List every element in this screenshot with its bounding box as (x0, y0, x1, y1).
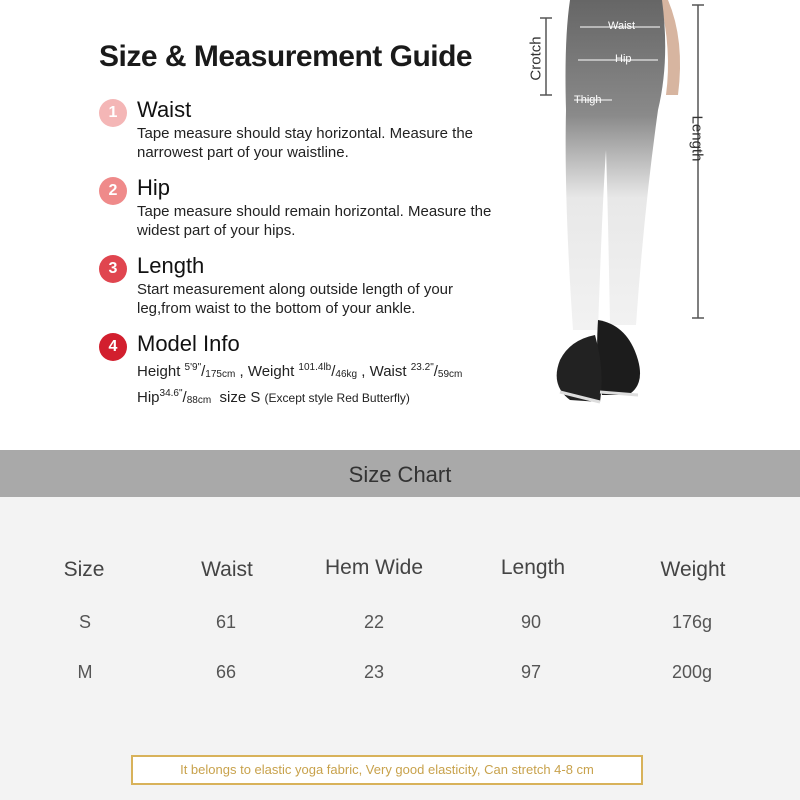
item-desc-length: Start measurement along outside length of your leg,from waist to the bottom of your ankle. (137, 281, 454, 317)
item-desc-hip: Tape measure should remain horizontal. Measure the widest part of your hips. (137, 203, 492, 239)
column-header-waist: Waist (201, 558, 253, 581)
number-badge-4: 4 (99, 333, 127, 361)
column-header-length: Length (500, 556, 566, 579)
column-header-hem-wide: Hem Wide (324, 556, 424, 579)
hip-marker-label: Hip (615, 53, 632, 65)
item-desc-waist: Tape measure should stay horizontal. Measure the narrowest part of your waistline. (137, 125, 474, 161)
guide-title: Size & Measurement Guide (99, 40, 473, 73)
column-header-size: Size (63, 558, 105, 581)
table-cell: 66 (215, 662, 237, 682)
waist-marker-label: Waist (608, 20, 636, 32)
table-cell: S (78, 612, 91, 632)
number-badge-2: 2 (99, 177, 127, 205)
table-cell: M (77, 662, 93, 682)
table-cell: 90 (520, 612, 542, 632)
crotch-marker-label: Crotch (527, 36, 545, 81)
model-info-line-1: Height $^{5'9"}/_{175cm}$ , Weight $^{101.4lb}/_{46kg}$ , Waist $^{23.2"}/_{59cm}$ (137, 362, 463, 380)
column-header-weight: Weight (660, 558, 726, 581)
model-info-details (137, 358, 507, 410)
thigh-marker-label: Thigh (574, 94, 602, 106)
item-title-hip: Hip (137, 175, 171, 200)
number-badge-3: 3 (99, 255, 127, 283)
table-cell: 61 (215, 612, 237, 632)
model-info-line-2: $Hip^{34.6"}/_{88cm}$ size S (Except style Red Butterfly) (137, 388, 410, 406)
size-chart-header-band (0, 450, 800, 497)
size-chart-title: Size Chart (348, 462, 452, 487)
size-chart-table (0, 497, 800, 800)
table-cell: 176g (671, 612, 713, 632)
table-cell: 97 (520, 662, 542, 682)
table-cell: 22 (363, 612, 385, 632)
table-cell: 23 (363, 662, 385, 682)
item-title-length: Length (137, 253, 205, 278)
table-cell: 200g (671, 662, 713, 682)
item-title-model-info: Model Info (137, 331, 240, 356)
item-title-waist: Waist (137, 97, 192, 122)
model-figure (527, 0, 720, 420)
number-badge-1: 1 (99, 99, 127, 127)
fabric-note: It belongs to elastic yoga fabric, Very good elasticity, Can stretch 4-8 cm (131, 755, 643, 785)
length-marker-label: Length (688, 115, 706, 162)
